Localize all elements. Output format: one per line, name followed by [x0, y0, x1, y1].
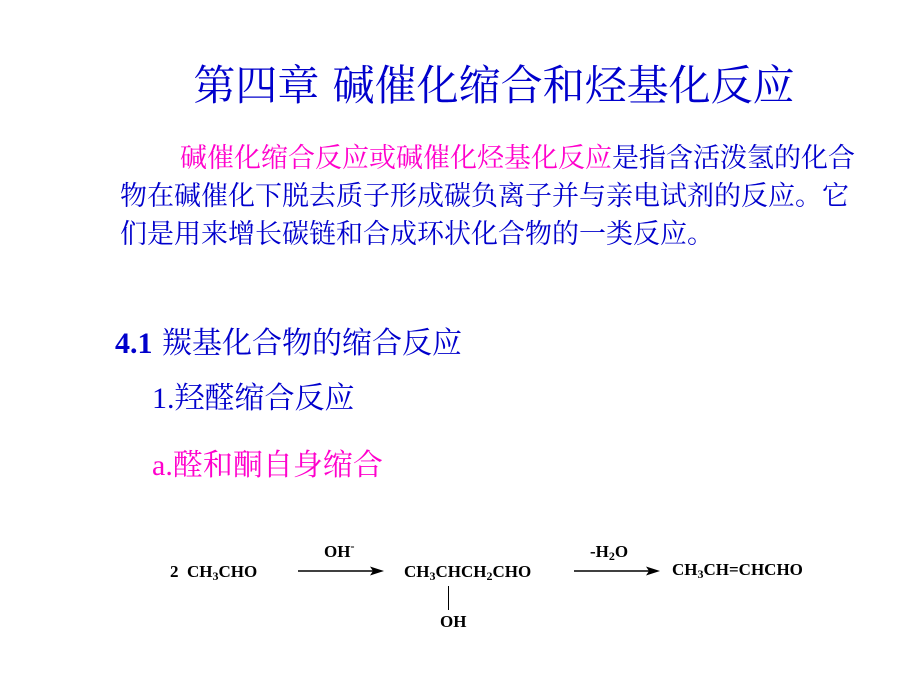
step2-reagent: $-H_2O$	[590, 542, 629, 563]
subsection-number: 1.	[152, 382, 175, 415]
subsection-label: 羟醛缩合反应	[174, 381, 355, 416]
intro-text: 是指含活泼氢的化合物在碱催化下脱去质子形成碳负离子并与亲电试剂的反应。它们是用来增长碳链和合成环状化合物的一类反应。	[120, 143, 855, 250]
reactant	[170, 562, 257, 582]
reactant-coefficient: 2	[170, 562, 179, 581]
subsubsection-heading	[152, 444, 383, 488]
intro-paragraph	[120, 140, 872, 254]
subsubsection-number: a.	[152, 449, 173, 482]
step1-reagent: OH-	[324, 539, 355, 561]
reactant-formula: $CH_3CHO$	[187, 562, 258, 583]
reaction-scheme	[0, 540, 920, 650]
reaction-arrow-1	[298, 564, 384, 578]
intermediate: $CH_3CHCH_2CHO$	[404, 562, 532, 583]
page-title: 第四章 碱催化缩合和烃基化反应	[193, 61, 795, 110]
subsubsection-label: 醛和酮自身缩合	[172, 448, 383, 483]
intermediate-substituent: OH	[440, 612, 467, 631]
section-heading	[115, 322, 462, 366]
product: $CH_3CH=CHCHO$	[672, 560, 803, 581]
section-label: 羰基化合物的缩合反应	[162, 326, 463, 361]
section-number: 4.1	[115, 327, 153, 360]
hydroxyl-bond	[448, 586, 449, 610]
subsection-heading	[152, 377, 355, 421]
reaction-arrow-2	[574, 564, 660, 578]
intro-highlight: 碱催化缩合反应或碱催化烃基化反应	[180, 143, 612, 174]
